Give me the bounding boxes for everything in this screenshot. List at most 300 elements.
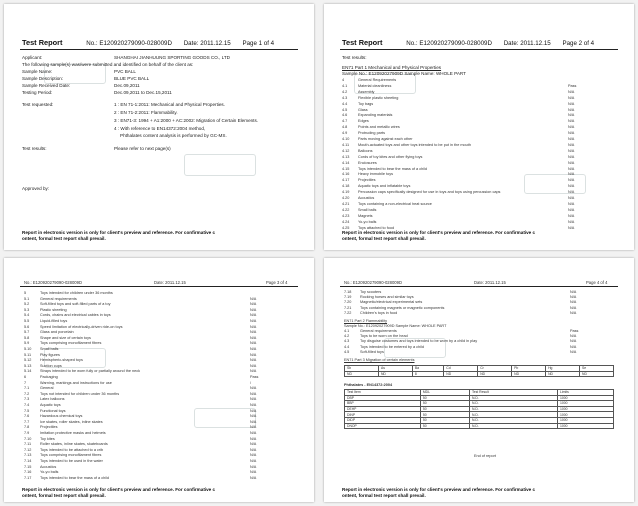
- clause-number: 4.12: [342, 148, 350, 153]
- clause-title: Warning, markings and instructions for use: [40, 380, 112, 385]
- table-header-cell: Test Item: [345, 390, 421, 396]
- table-cell: N.D.: [469, 417, 557, 423]
- clause-result: N/A: [568, 196, 575, 200]
- approved-by-label: Approved by:: [22, 186, 50, 191]
- clause-number: 4.18: [342, 184, 350, 189]
- clause-row: [342, 142, 575, 147]
- clause-number: 5.14: [24, 369, 32, 374]
- clause-title: Ice skates, roller skates, inline skates: [40, 419, 103, 424]
- table-cell: ND: [512, 371, 546, 377]
- clause-result: N/A: [568, 160, 575, 165]
- table-cell: ND: [580, 371, 614, 377]
- clause-result: N/A: [250, 369, 257, 374]
- sample-received-row: Sample Received Date: Dec.09,2011: [22, 83, 140, 88]
- clause-row: [24, 431, 257, 435]
- clause-title: Aquatic toys: [40, 403, 61, 407]
- clause-result: N/A: [250, 464, 257, 469]
- report-number: No.: E120920279090-028009D: [344, 280, 402, 285]
- clause-title: Acoustics: [358, 196, 375, 200]
- clause-result: N/A: [250, 319, 257, 323]
- page-indicator: Page 2 of 4: [562, 40, 595, 47]
- clause-result: N/A: [568, 131, 575, 136]
- clause-row: [24, 436, 257, 441]
- clause-result: N/A: [568, 184, 575, 189]
- table-cell: DINP: [345, 412, 421, 418]
- report-date: Date: 2011.12.15: [154, 280, 186, 285]
- clause-number: 5.12: [24, 358, 32, 363]
- clause-row: [342, 148, 575, 153]
- clause-title: Toys intended for children under 36 months: [40, 291, 113, 295]
- clause-row: [342, 119, 575, 124]
- clause-title: General requirements: [40, 296, 77, 301]
- clause-row: [344, 295, 577, 300]
- watermark-stamp: [524, 174, 586, 194]
- clause-title: Cords of toy kites and other flying toys: [358, 154, 423, 159]
- table-header-cell: Test Result: [469, 390, 557, 396]
- table-cell: 50: [420, 423, 469, 429]
- clause-number: 7.12: [24, 447, 32, 452]
- clause-result: N/A: [250, 363, 257, 368]
- report-page-4: [324, 258, 634, 502]
- clause-title: General requirements: [360, 329, 397, 333]
- clause-title: Heavy immobile toys: [358, 172, 394, 177]
- clause-result: N/A: [250, 447, 257, 452]
- clause-result: Pass: [570, 329, 579, 333]
- clause-number: 4.4: [344, 344, 350, 349]
- clause-result: N/A: [570, 310, 577, 315]
- page-footer: Report in electronic version is only for client's preview and reference. For confirmative c ontent, formal test report shall prevail.: [342, 230, 536, 241]
- table-cell: ND: [444, 371, 478, 377]
- table-cell: ND: [546, 371, 580, 377]
- test-requested-item: 2 : EN 71-2:2011: Flammability.: [114, 110, 178, 115]
- clause-title: Toy kites: [40, 436, 55, 441]
- clause-number: 5.9: [24, 341, 30, 346]
- clause-row: [342, 196, 575, 200]
- table-cell: 1000: [557, 395, 613, 401]
- clause-row: [342, 160, 575, 165]
- clause-row: [24, 470, 257, 475]
- clause-title: Speed limitation of electrically-driven ride-on toys: [40, 324, 123, 329]
- clause-number: 7.13: [24, 453, 32, 458]
- clause-number: 7.16: [24, 470, 32, 475]
- clause-result: N/A: [570, 344, 577, 349]
- table-cell: 1000: [557, 406, 613, 412]
- clause-title: Toys intended to bear the mass of a child: [358, 166, 428, 171]
- clause-result: N/A: [568, 113, 575, 118]
- clause-row: [342, 78, 396, 82]
- clause-result: /: [250, 380, 252, 385]
- table-cell: N.D.: [469, 406, 557, 412]
- clause-result: N/A: [250, 352, 257, 357]
- clause-result: N/A: [568, 166, 575, 171]
- clause-number: 4.19: [342, 190, 350, 195]
- report-page-1: [4, 4, 314, 250]
- clause-number: 4.8: [342, 125, 348, 130]
- clause-number: 7.22: [344, 310, 352, 315]
- sample-name-row: Sample Name: PVC BALL: [22, 69, 136, 74]
- clause-result: N/A: [568, 125, 575, 130]
- clause-title: Magnets: [358, 213, 373, 218]
- clause-result: N/A: [250, 386, 257, 391]
- clause-result: N/A: [250, 459, 257, 463]
- clause-result: N/A: [568, 142, 575, 147]
- clause-title: Imitation protective masks and helmets: [40, 431, 106, 435]
- clause-number: 4.2: [344, 334, 350, 339]
- clause-title: Shape and size of certain toys: [40, 335, 91, 340]
- clause-number: 7.8: [24, 425, 30, 430]
- clause-result: N/A: [250, 341, 257, 346]
- clause-number: 5.2: [24, 302, 30, 307]
- submission-note: The following sample(s) was/were submitted and identified on behalf of the client as:: [22, 62, 194, 67]
- clause-number: 5.3: [24, 307, 30, 312]
- clause-result: N/A: [568, 89, 575, 94]
- clause-row: [24, 442, 257, 447]
- clause-row: [24, 313, 257, 318]
- clause-title: Aquatic toys and inflatable toys: [358, 184, 411, 189]
- clause-number: 4.11: [342, 142, 350, 147]
- clause-number: 4: [342, 78, 345, 82]
- report-date: Date: 2011.12.15: [474, 280, 506, 285]
- table-cell: Cd: [444, 366, 478, 372]
- table-cell: DIDP: [345, 417, 421, 423]
- table-cell: N.D.: [469, 395, 557, 401]
- clause-row: [344, 349, 577, 354]
- clause-row: [24, 408, 257, 413]
- clause-number: 7.20: [344, 300, 352, 305]
- table-cell: 50: [420, 417, 469, 423]
- test-requested-item: 4 : With reference to EN14372:2004 method,: [114, 126, 206, 131]
- clause-title: Projectiles: [40, 425, 58, 430]
- clause-result: N/A: [250, 307, 257, 312]
- clause-title: Flexible plastic sheeting: [358, 95, 399, 100]
- table-cell: Cr: [478, 366, 512, 372]
- table-cell: Sb: [345, 366, 379, 372]
- clause-result: Pass: [250, 375, 259, 379]
- clause-title: General Requirements: [358, 78, 397, 82]
- clause-number: 7.3: [24, 397, 30, 402]
- end-of-report: End of report: [474, 454, 496, 458]
- report-number: E120920279090-028009D: [99, 40, 172, 47]
- report-number: No.: E120920279090-028009D: [24, 280, 82, 285]
- clause-title: Play figures: [40, 352, 60, 357]
- clause-row: [342, 219, 575, 224]
- clause-title: Yo-yo balls: [358, 219, 377, 224]
- page-footer: Report in electronic version is only for client's preview and reference. For confirmative c ontent, formal test report shall prevail.: [22, 487, 216, 498]
- clause-result: N/A: [250, 335, 257, 340]
- table-cell: ND: [345, 371, 379, 377]
- clause-number: 4.15: [342, 166, 350, 171]
- watermark-stamp: [194, 408, 256, 428]
- clause-title: Glass and porcelain: [40, 330, 74, 335]
- clause-number: 5: [24, 291, 27, 295]
- clause-number: 4.5: [344, 349, 350, 354]
- clause-number: 4.25: [342, 225, 350, 230]
- table-row: [345, 371, 614, 377]
- clause-number: 4.23: [342, 213, 350, 218]
- table-cell: As: [378, 366, 412, 372]
- clause-title: Soft-filled toys: [360, 349, 384, 354]
- clause-title: Suction cups: [40, 363, 62, 368]
- clause-number: 7.4: [24, 403, 30, 407]
- header-rule: [20, 49, 298, 50]
- clause-result: N/A: [568, 213, 575, 218]
- clause-row: [342, 89, 575, 94]
- clause-number: 4.10: [342, 137, 350, 141]
- clause-title: Functional toys: [40, 408, 66, 413]
- clause-row: [24, 419, 257, 424]
- table-cell: Hg: [546, 366, 580, 372]
- clause-row: [342, 225, 575, 230]
- clause-row: [344, 300, 577, 305]
- phthalates-title: Phthalates - EN14372:2004: [344, 383, 393, 387]
- clause-row: [24, 302, 257, 307]
- clause-title: Toy bags: [358, 101, 374, 106]
- test-requested-item: 3 : EN71-3: 1994 + A1:2000 + AC:2002: Migration of Certain Elements.: [114, 118, 259, 123]
- clause-number: 4.7: [342, 119, 348, 124]
- clause-title: Acoustics: [40, 464, 57, 469]
- clause-row: [24, 397, 257, 402]
- clause-row: [344, 310, 577, 315]
- clause-result: N/A: [568, 137, 575, 141]
- clause-row: [342, 172, 575, 177]
- table-header-cell: MDL: [420, 390, 469, 396]
- clause-number: 4.17: [342, 178, 350, 183]
- table-cell: DEHP: [345, 406, 421, 412]
- header-rule: [340, 49, 618, 50]
- clause-title: Roller skates, inline skates, skateboards: [40, 442, 108, 447]
- applicant-row: Applicant: SHANGHAI JIANHUUNG SPORTING GOODS CO., LTD: [22, 55, 230, 60]
- clause-number: 4.3: [342, 95, 348, 100]
- clause-result: N/A: [250, 330, 257, 335]
- table-cell: Pb: [512, 366, 546, 372]
- clause-number: 7.10: [24, 436, 32, 441]
- clause-number: 5.4: [24, 313, 30, 318]
- clause-row: [24, 335, 257, 340]
- clause-title: Hazardous chemical toys: [40, 414, 83, 419]
- test-requested-item: 1 : EN 71-1:2011: Mechanical and Physical Properties.: [114, 102, 225, 107]
- clause-number: 7: [24, 380, 27, 385]
- clause-result: N/A: [568, 154, 575, 159]
- section-title: EN71 Part 2 Flammability: [344, 319, 388, 323]
- clause-title: Mouth-actuated toys and other toys intended to be put in the mouth: [358, 142, 471, 147]
- page-footer: Report in electronic version is only for client's preview and reference. For confirmative c ontent, formal test report shall prevail.: [342, 487, 536, 498]
- clause-title: Toys to be worn on the head: [360, 334, 408, 339]
- clause-title: Toys comprising monofilament fibres: [40, 341, 102, 346]
- page-indicator: Page 4 of 4: [586, 280, 608, 285]
- clause-row: [24, 447, 257, 452]
- clause-number: 7.1: [24, 386, 30, 391]
- clause-title: Small balls: [40, 347, 59, 351]
- clause-number: 5.1: [24, 296, 30, 301]
- clause-number: 4.1: [344, 329, 350, 333]
- clause-title: Toys intended to be used in the water: [40, 459, 103, 463]
- clause-result: N/A: [250, 313, 257, 318]
- clause-number: 7.2: [24, 391, 30, 396]
- page-indicator: Page 3 of 4: [266, 280, 288, 285]
- section-title: EN71 Part 1 Mechanical and Physical Properties: [342, 65, 442, 70]
- clause-row: [24, 369, 257, 374]
- clause-number: 4.5: [342, 107, 348, 112]
- table-cell: DNOP: [345, 423, 421, 429]
- clause-number: 7.17: [24, 475, 32, 480]
- clause-number: 7.21: [344, 305, 352, 310]
- clause-result: N/A: [250, 358, 257, 363]
- clause-title: Enclosures: [358, 160, 377, 165]
- report-page-2: [324, 4, 634, 250]
- clause-number: 4.22: [342, 207, 350, 212]
- clause-number: 4.2: [342, 89, 348, 94]
- clause-result: N/A: [250, 470, 257, 475]
- clause-row: [342, 201, 575, 206]
- clause-row: [24, 341, 257, 346]
- clause-number: 4.3: [344, 339, 350, 344]
- clause-title: Glass: [358, 107, 368, 112]
- clause-result: N/A: [568, 101, 575, 106]
- clause-title: Hemispheric-shaped toys: [40, 358, 83, 363]
- table-row: [345, 423, 614, 429]
- clause-result: N/A: [570, 339, 577, 344]
- clause-result: N/A: [570, 300, 577, 305]
- clause-result: N/A: [568, 148, 575, 153]
- clause-title: Expanding materials: [358, 113, 393, 118]
- clause-title: Plastic sheeting: [40, 307, 67, 312]
- table-cell: N.D.: [469, 423, 557, 429]
- clause-title: Assembly: [358, 89, 375, 94]
- report-title: Test Report: [342, 38, 383, 47]
- report-date: 2011.12.15: [200, 40, 231, 47]
- clause-result: N/A: [570, 290, 577, 294]
- clause-result: N/A: [250, 475, 257, 480]
- clause-row: [344, 305, 577, 310]
- clause-row: [24, 324, 257, 329]
- clause-number: 5.7: [24, 330, 30, 335]
- clause-row: [24, 291, 113, 295]
- page-indicator: Page 1 of 4: [242, 40, 275, 47]
- table-cell: 1000: [557, 423, 613, 429]
- clause-title: Rocking horses and similar toys: [360, 295, 414, 300]
- clause-title: Points and metallic wires: [358, 125, 400, 130]
- sample-line: Sample No.: E12092027909D Sample Name: WHOLE PART: [342, 71, 466, 76]
- clause-row: [342, 125, 575, 130]
- clause-number: 6: [24, 375, 27, 379]
- clause-row: [24, 347, 257, 351]
- header-rule: [20, 286, 298, 287]
- clause-number: 7.5: [24, 408, 30, 413]
- clause-title: Balloons: [358, 148, 373, 153]
- table-header-cell: Limits: [557, 390, 613, 396]
- clause-result: N/A: [568, 201, 575, 206]
- clause-row: [342, 137, 575, 141]
- clause-number: 7.11: [24, 442, 32, 447]
- clause-result: N/A: [250, 442, 257, 447]
- report-header: Test Report No.: E120920279090-028009D Date: 2011.12.15 Page 2 of 4: [342, 38, 595, 47]
- clause-row: [342, 166, 575, 171]
- table-cell: 50: [420, 395, 469, 401]
- clause-result: N/A: [568, 95, 575, 100]
- test-results-label: Test results:: [22, 146, 47, 151]
- phthalates-table: [344, 389, 614, 429]
- clause-result: N/A: [568, 119, 575, 124]
- clause-title: Children's toys in food: [360, 310, 398, 315]
- header-rule: [340, 286, 618, 287]
- clause-number: 5.13: [24, 363, 32, 368]
- test-results-label: Test results:: [342, 55, 367, 60]
- clause-title: Toys containing a non-electrical heat source: [358, 201, 432, 206]
- table-cell: 50: [420, 412, 469, 418]
- clause-row: [342, 213, 575, 218]
- report-page-3: [4, 258, 314, 502]
- clause-result: N/A: [250, 436, 257, 441]
- clause-result: N/A: [250, 403, 257, 407]
- clause-title: Toy disguise costumes and toys intended to be worn by a child in play: [360, 339, 478, 344]
- report-date: 2011.12.15: [520, 40, 551, 47]
- report-title: Test Report: [22, 38, 63, 47]
- clause-title: General: [40, 386, 54, 391]
- clause-row: [342, 95, 575, 100]
- clause-result: N/A: [250, 419, 257, 424]
- clause-row: [344, 334, 577, 339]
- clause-result: N/A: [250, 408, 257, 413]
- clause-row: [24, 391, 257, 396]
- clause-result: N/A: [568, 172, 575, 177]
- clause-result: N/A: [250, 347, 257, 351]
- test-requested-item: Phthalates content analysis is performed by GC-MS.: [120, 133, 227, 138]
- clause-title: Straps intended to be worn fully or partially around the neck: [40, 369, 141, 374]
- clause-number: 4.16: [342, 172, 350, 177]
- clause-title: Percussion caps specifically designed for use in toys and toys using percussion caps: [358, 190, 501, 195]
- clause-row: [342, 207, 575, 212]
- watermark-stamp: [184, 154, 256, 176]
- table-cell: 1000: [557, 417, 613, 423]
- clause-row: [342, 154, 575, 159]
- clause-row: [342, 178, 575, 183]
- clause-row: [24, 352, 257, 357]
- clause-row: [24, 425, 257, 430]
- clause-number: 7.9: [24, 431, 30, 435]
- table-cell: 50: [420, 401, 469, 407]
- clause-title: Toys attached to food: [358, 225, 395, 230]
- table-cell: ND: [478, 371, 512, 377]
- clause-result: N/A: [568, 207, 575, 212]
- clause-result: N/A: [250, 425, 257, 430]
- clause-result: N/A: [250, 296, 257, 301]
- clause-result: N/A: [568, 190, 575, 195]
- clause-title: Toys intended to be entered by a child: [360, 344, 424, 349]
- clause-number: 5.11: [24, 352, 32, 357]
- table-cell: BBP: [345, 401, 421, 407]
- clause-row: [342, 107, 575, 112]
- clause-number: 4.20: [342, 196, 350, 200]
- clause-result: N/A: [570, 295, 577, 300]
- report-header: Test Report No.: E120920279090-028009D Date: 2011.12.15 Page 1 of 4: [22, 38, 275, 47]
- clause-title: Material cleanliness: [358, 83, 392, 88]
- clause-title: Toys intended to be attached to a crib: [40, 447, 104, 452]
- clause-result: N/A: [250, 302, 257, 307]
- table-cell: Se: [580, 366, 614, 372]
- clause-title: Packaging: [40, 375, 58, 379]
- clause-number: 4.21: [342, 201, 350, 206]
- clause-row: [344, 339, 577, 344]
- clause-number: 7.18: [344, 290, 352, 294]
- clause-number: 4.13: [342, 154, 350, 159]
- clause-title: Parts moving against each other: [358, 137, 413, 141]
- table-cell: N.D.: [469, 401, 557, 407]
- clause-number: 4.9: [342, 131, 348, 136]
- clause-row: [24, 464, 257, 469]
- table-cell: 1000: [557, 412, 613, 418]
- clause-number: 7.19: [344, 295, 352, 300]
- table-cell: DBP: [345, 395, 421, 401]
